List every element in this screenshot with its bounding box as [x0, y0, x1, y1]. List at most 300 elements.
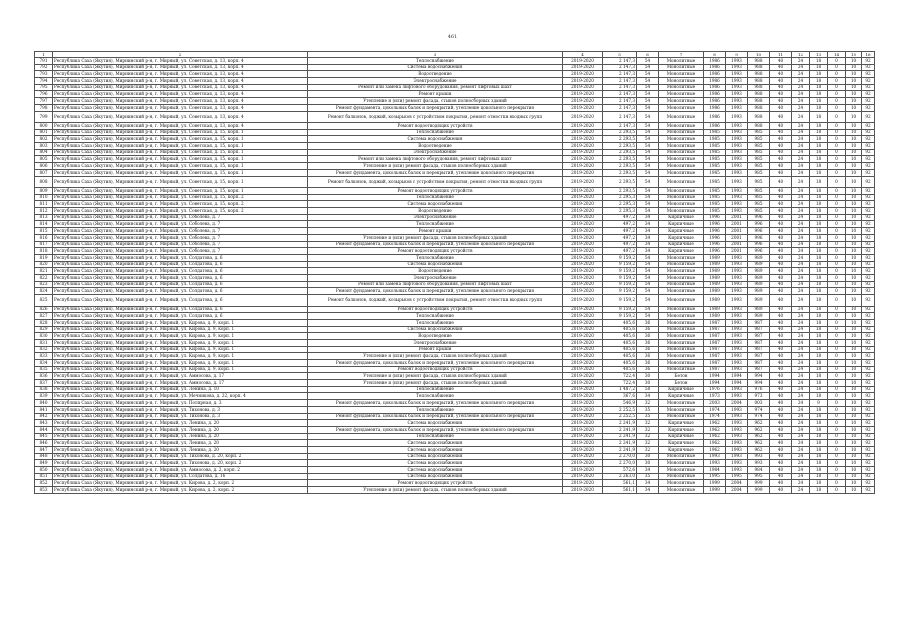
- floors-cell: 54: [637, 208, 659, 215]
- table-row: [35, 406, 875, 413]
- value-cell: 40: [770, 446, 792, 453]
- value-cell: 40: [770, 281, 792, 288]
- wall-material-cell: Кирпичные: [659, 241, 704, 248]
- value-cell: 40: [770, 78, 792, 85]
- address-cell: Республика Саха (Якутия), Мирнинский р-н, г. Мирный, ул. Советская, д. 13, корп. 4: [53, 104, 308, 111]
- table-row: [35, 487, 875, 494]
- value-cell: 0: [828, 123, 846, 130]
- wall-material-cell: Монолитные: [659, 64, 704, 71]
- row-number: 791: [35, 58, 53, 65]
- wall-material-cell: Монолитные: [659, 480, 704, 487]
- column-header: 6: [637, 52, 659, 58]
- area-cell: 405,6: [603, 319, 637, 326]
- value-cell: 40: [770, 176, 792, 188]
- wall-material-cell: Монолитные: [659, 176, 704, 188]
- value-cell: 24: [792, 214, 810, 221]
- row-number: 808: [35, 176, 53, 188]
- year-cell: 2001: [726, 234, 748, 241]
- wall-material-cell: Монолитные: [659, 254, 704, 261]
- value-cell: 10: [846, 460, 862, 467]
- value-cell: 10: [846, 149, 862, 156]
- value-cell: 24: [792, 288, 810, 295]
- value-cell: 24: [792, 71, 810, 78]
- value-cell: 0: [828, 163, 846, 170]
- area-cell: 2 147,3: [603, 78, 637, 85]
- value-cell: 0: [828, 306, 846, 313]
- work-type-cell: Утепление и (или) ремонт фасада, стыков полносборных зданий: [308, 98, 563, 105]
- value-cell: 10: [846, 98, 862, 105]
- work-type-cell: Ремонт фундамента, цокольных балок и перекрытий, утепление цокольного перекрытия: [308, 360, 563, 367]
- period-cell: 2019-2020: [563, 281, 603, 288]
- value-cell: 10: [846, 426, 862, 433]
- value-cell: 0: [828, 366, 846, 373]
- floors-cell: 36: [637, 333, 659, 340]
- year-cell: 1993: [726, 136, 748, 143]
- row-number: 809: [35, 188, 53, 195]
- value-cell: 40: [770, 288, 792, 295]
- table-row: [35, 313, 875, 320]
- value-cell: 24: [792, 84, 810, 91]
- table-row: [35, 460, 875, 467]
- value-cell: 92: [862, 176, 875, 188]
- floors-cell: 54: [637, 111, 659, 123]
- address-cell: Республика Саха (Якутия), Мирнинский р-н, г. Мирный, ул. Советская, д. 15, корп. 1: [53, 163, 308, 170]
- address-cell: Республика Саха (Якутия), Мирнинский р-н, г. Мирный, ул. Советская, д. 13, корп. 4: [53, 123, 308, 130]
- value-cell: 10: [846, 360, 862, 367]
- value-cell: 0: [828, 169, 846, 176]
- value-cell: 10: [846, 473, 862, 480]
- work-type-cell: Теплоснабжение: [308, 319, 563, 326]
- value-cell: 92: [862, 143, 875, 150]
- period-cell: 2019-2020: [563, 346, 603, 353]
- value-cell: 10: [846, 274, 862, 281]
- floors-cell: 36: [637, 346, 659, 353]
- floors-cell: 54: [637, 254, 659, 261]
- year-built-cell: 1987: [704, 353, 726, 360]
- year-built-cell: 1987: [704, 319, 726, 326]
- table-row: [35, 473, 875, 480]
- area-cell: 497,2: [603, 228, 637, 235]
- value-cell: 40: [770, 136, 792, 143]
- year-built-cell: 1996: [704, 228, 726, 235]
- period-cell: 2019-2020: [563, 268, 603, 275]
- period-cell: 2019-2020: [563, 467, 603, 474]
- year-cell: 1993: [726, 288, 748, 295]
- value-cell: 10: [846, 480, 862, 487]
- year-built-cell: 1989: [704, 306, 726, 313]
- wall-material-cell: Монолитные: [659, 319, 704, 326]
- value-cell: 40: [770, 64, 792, 71]
- value-cell: 24: [792, 104, 810, 111]
- value-cell: 92: [862, 71, 875, 78]
- work-type-cell: Теплоснабжение: [308, 254, 563, 261]
- value-cell: 24: [792, 163, 810, 170]
- value-cell: 92: [862, 480, 875, 487]
- value-cell: 40: [770, 487, 792, 494]
- year-short-cell: 985: [748, 194, 770, 201]
- work-type-cell: Утепление и (или) ремонт фасада, стыков полносборных зданий: [308, 373, 563, 380]
- row-number: 795: [35, 84, 53, 91]
- value-cell: 18: [810, 241, 828, 248]
- value-cell: 24: [792, 58, 810, 65]
- year-cell: 1994: [726, 373, 748, 380]
- value-cell: 18: [810, 136, 828, 143]
- address-cell: Республика Саха (Якутия), Мирнинский р-н, г. Мирный, ул. Солдатова, д. 6: [53, 274, 308, 281]
- year-short-cell: 989: [748, 254, 770, 261]
- value-cell: 40: [770, 353, 792, 360]
- year-short-cell: 988: [748, 64, 770, 71]
- work-type-cell: Электроснабжение: [308, 78, 563, 85]
- value-cell: 40: [770, 400, 792, 407]
- value-cell: 18: [810, 176, 828, 188]
- value-cell: 10: [846, 71, 862, 78]
- value-cell: 0: [828, 433, 846, 440]
- value-cell: 0: [828, 274, 846, 281]
- row-number: 849: [35, 460, 53, 467]
- year-built-cell: 1962: [704, 433, 726, 440]
- area-cell: 405,6: [603, 360, 637, 367]
- table-row: [35, 241, 875, 248]
- address-cell: Республика Саха (Якутия), Мирнинский р-н, г. Мирный, ул. Советская, д. 15, корп. 1: [53, 143, 308, 150]
- work-type-cell: Теплоснабжение: [308, 393, 563, 400]
- address-cell: Республика Саха (Якутия), Мирнинский р-н, г. Мирный, ул. Аммосова, д. 17: [53, 380, 308, 387]
- value-cell: 40: [770, 393, 792, 400]
- wall-material-cell: Кирпичные: [659, 420, 704, 427]
- value-cell: 18: [810, 281, 828, 288]
- table-row: [35, 84, 875, 91]
- work-type-cell: Ремонт фундамента, цокольных балок и перекрытий, утепление цокольного перекрытия: [308, 413, 563, 420]
- area-cell: 2 293,5: [603, 129, 637, 136]
- table-row: [35, 288, 875, 295]
- area-cell: 2 147,3: [603, 58, 637, 65]
- area-cell: 9 159,2: [603, 281, 637, 288]
- area-cell: 9 159,2: [603, 306, 637, 313]
- value-cell: 10: [846, 467, 862, 474]
- value-cell: 24: [792, 188, 810, 195]
- year-built-cell: 1986: [704, 84, 726, 91]
- row-number: 815: [35, 228, 53, 235]
- year-cell: 1993: [726, 163, 748, 170]
- period-cell: 2019-2020: [563, 78, 603, 85]
- value-cell: 18: [810, 78, 828, 85]
- value-cell: 40: [770, 386, 792, 393]
- area-cell: 9 159,2: [603, 261, 637, 268]
- area-cell: 546,9: [603, 400, 637, 407]
- column-header: 13: [810, 52, 828, 58]
- address-cell: Республика Саха (Якутия), Мирнинский р-н, г. Мирный, ул. Кирова, д. 9, корп. 1: [53, 339, 308, 346]
- year-short-cell: 003: [748, 400, 770, 407]
- year-short-cell: 995: [748, 473, 770, 480]
- value-cell: 24: [792, 360, 810, 367]
- value-cell: 92: [862, 84, 875, 91]
- value-cell: 18: [810, 221, 828, 228]
- area-cell: 2 147,3: [603, 98, 637, 105]
- period-cell: 2019-2020: [563, 188, 603, 195]
- address-cell: Республика Саха (Якутия), Мирнинский р-н, г. Мирный, ул. Кирова, д. 9, корп. 1: [53, 319, 308, 326]
- work-type-cell: Ремонт фундамента, цокольных балок и перекрытий, утепление цокольного перекрытия: [308, 169, 563, 176]
- year-short-cell: 985: [748, 156, 770, 163]
- floors-cell: 54: [637, 313, 659, 320]
- period-cell: 2019-2020: [563, 339, 603, 346]
- period-cell: 2019-2020: [563, 426, 603, 433]
- value-cell: 0: [828, 400, 846, 407]
- work-type-cell: Теплоснабжение: [308, 129, 563, 136]
- table-row: [35, 143, 875, 150]
- table-row: [35, 208, 875, 215]
- year-cell: 1993: [726, 194, 748, 201]
- value-cell: 24: [792, 313, 810, 320]
- work-type-cell: Система водоснабжения: [308, 201, 563, 208]
- table-row: [35, 201, 875, 208]
- address-cell: Республика Саха (Якутия), Мирнинский р-н, г. Мирный, ул. Солдатова, д. 6: [53, 281, 308, 288]
- period-cell: 2019-2020: [563, 228, 603, 235]
- address-cell: Республика Саха (Якутия), Мирнинский р-н, г. Мирный, ул. Советская, д. 15, корп. 1: [53, 169, 308, 176]
- year-cell: 1993: [726, 306, 748, 313]
- address-cell: Республика Саха (Якутия), Мирнинский р-н, г. Мирный, ул. Солдатова, д. 6: [53, 261, 308, 268]
- value-cell: 10: [846, 313, 862, 320]
- value-cell: 24: [792, 326, 810, 333]
- row-number: 840: [35, 400, 53, 407]
- value-cell: 10: [846, 339, 862, 346]
- value-cell: 92: [862, 194, 875, 201]
- value-cell: 0: [828, 194, 846, 201]
- year-built-cell: 1962: [704, 420, 726, 427]
- work-type-cell: Ремонт водоотводящих устройств: [308, 306, 563, 313]
- wall-material-cell: Монолитные: [659, 156, 704, 163]
- table-row: [35, 281, 875, 288]
- value-cell: 18: [810, 326, 828, 333]
- year-cell: 1993: [726, 413, 748, 420]
- year-built-cell: 1973: [704, 393, 726, 400]
- period-cell: 2019-2020: [563, 176, 603, 188]
- value-cell: 92: [862, 373, 875, 380]
- year-built-cell: 1989: [704, 281, 726, 288]
- value-cell: 40: [770, 71, 792, 78]
- year-short-cell: 985: [748, 201, 770, 208]
- value-cell: 92: [862, 208, 875, 215]
- wall-material-cell: Монолитные: [659, 163, 704, 170]
- year-short-cell: 985: [748, 208, 770, 215]
- work-type-cell: Теплоснабжение: [308, 221, 563, 228]
- value-cell: 92: [862, 129, 875, 136]
- work-type-cell: Электроснабжение: [308, 274, 563, 281]
- address-cell: Республика Саха (Якутия), Мирнинский р-н, г. Мирный, ул. Солдатова, д. 6: [53, 295, 308, 307]
- value-cell: 0: [828, 460, 846, 467]
- year-short-cell: 985: [748, 136, 770, 143]
- value-cell: 10: [846, 169, 862, 176]
- row-number: 832: [35, 346, 53, 353]
- floors-cell: 36: [637, 360, 659, 367]
- work-type-cell: Система водоснабжения: [308, 473, 563, 480]
- period-cell: 2019-2020: [563, 98, 603, 105]
- area-cell: 2 147,3: [603, 111, 637, 123]
- table-row: [35, 194, 875, 201]
- work-type-cell: Система водоснабжения: [308, 261, 563, 268]
- value-cell: 10: [846, 111, 862, 123]
- wall-material-cell: Монолитные: [659, 111, 704, 123]
- area-cell: 367,6: [603, 393, 637, 400]
- value-cell: 18: [810, 380, 828, 387]
- area-cell: 2 147,3: [603, 84, 637, 91]
- address-cell: Республика Саха (Якутия), Мирнинский р-н, г. Мирный, ул. Солдатова, д. 6: [53, 254, 308, 261]
- wall-material-cell: Кирпичные: [659, 228, 704, 235]
- year-built-cell: 1985: [704, 163, 726, 170]
- area-cell: 2 295,3: [603, 208, 637, 215]
- period-cell: 2019-2020: [563, 111, 603, 123]
- address-cell: Республика Саха (Якутия), Мирнинский р-н, г. Мирный, ул. Соболева, д. 7: [53, 248, 308, 255]
- value-cell: 40: [770, 221, 792, 228]
- floors-cell: 54: [637, 156, 659, 163]
- floors-cell: 54: [637, 91, 659, 98]
- value-cell: 0: [828, 393, 846, 400]
- value-cell: 92: [862, 136, 875, 143]
- value-cell: 92: [862, 78, 875, 85]
- value-cell: 92: [862, 420, 875, 427]
- row-number: 836: [35, 373, 53, 380]
- value-cell: 10: [846, 406, 862, 413]
- year-built-cell: 1984: [704, 467, 726, 474]
- period-cell: 2019-2020: [563, 333, 603, 340]
- value-cell: 0: [828, 214, 846, 221]
- row-number: 822: [35, 274, 53, 281]
- work-type-cell: Водоотведение: [308, 143, 563, 150]
- value-cell: 10: [846, 201, 862, 208]
- area-cell: 722,4: [603, 380, 637, 387]
- value-cell: 92: [862, 440, 875, 447]
- value-cell: 18: [810, 339, 828, 346]
- row-number: 839: [35, 393, 53, 400]
- value-cell: 10: [846, 156, 862, 163]
- year-cell: 1993: [726, 58, 748, 65]
- value-cell: 24: [792, 386, 810, 393]
- value-cell: 18: [810, 188, 828, 195]
- value-cell: 92: [862, 360, 875, 367]
- wall-material-cell: Монолитные: [659, 136, 704, 143]
- value-cell: 18: [810, 433, 828, 440]
- value-cell: 10: [846, 188, 862, 195]
- year-short-cell: 988: [748, 71, 770, 78]
- address-cell: Республика Саха (Якутия), Мирнинский р-н, г. Мирный, ул. Полярная, д. 3: [53, 400, 308, 407]
- work-type-cell: Ремонт балконов, лоджий, козырьков с устройством покрытия, ремонт отмостки входных групп: [308, 295, 563, 307]
- value-cell: 92: [862, 156, 875, 163]
- year-cell: 1994: [726, 380, 748, 387]
- year-short-cell: 989: [748, 268, 770, 275]
- table-row: [35, 268, 875, 275]
- period-cell: 2019-2020: [563, 104, 603, 111]
- year-short-cell: 993: [748, 460, 770, 467]
- value-cell: 92: [862, 221, 875, 228]
- wall-material-cell: Кирпичные: [659, 234, 704, 241]
- year-built-cell: 1996: [704, 234, 726, 241]
- year-built-cell: 1987: [704, 346, 726, 353]
- address-cell: Республика Саха (Якутия), Мирнинский р-н, г. Мирный, ул. Ленина, д. 20: [53, 440, 308, 447]
- value-cell: 92: [862, 295, 875, 307]
- table-row: [35, 373, 875, 380]
- value-cell: 24: [792, 129, 810, 136]
- wall-material-cell: Кирпичные: [659, 214, 704, 221]
- wall-material-cell: Монолитные: [659, 104, 704, 111]
- column-header: 2: [53, 52, 308, 58]
- floors-cell: 34: [637, 393, 659, 400]
- year-cell: 1993: [726, 433, 748, 440]
- value-cell: 40: [770, 129, 792, 136]
- year-short-cell: 984: [748, 467, 770, 474]
- wall-material-cell: Монолитные: [659, 129, 704, 136]
- value-cell: 10: [846, 84, 862, 91]
- work-type-cell: Система водоснабжения: [308, 446, 563, 453]
- wall-material-cell: Монолитные: [659, 453, 704, 460]
- year-short-cell: 993: [748, 453, 770, 460]
- value-cell: 18: [810, 333, 828, 340]
- address-cell: Республика Саха (Якутия), Мирнинский р-н, г. Мирный, ул. Мечникова, д. 22, корп. 4: [53, 393, 308, 400]
- value-cell: 24: [792, 194, 810, 201]
- value-cell: 10: [846, 295, 862, 307]
- wall-material-cell: Бетон: [659, 373, 704, 380]
- value-cell: 40: [770, 201, 792, 208]
- row-number: 826: [35, 306, 53, 313]
- value-cell: 0: [828, 254, 846, 261]
- row-number: 801: [35, 129, 53, 136]
- year-cell: 1993: [726, 339, 748, 346]
- value-cell: 92: [862, 413, 875, 420]
- address-cell: Республика Саха (Якутия), Мирнинский р-н, г. Мирный, ул. Соболева, д. 7: [53, 228, 308, 235]
- value-cell: 24: [792, 306, 810, 313]
- table-row: [35, 71, 875, 78]
- row-number: 827: [35, 313, 53, 320]
- year-short-cell: 974: [748, 413, 770, 420]
- row-number: 829: [35, 326, 53, 333]
- row-number: 825: [35, 295, 53, 307]
- floors-cell: 30: [637, 453, 659, 460]
- area-cell: 497,2: [603, 214, 637, 221]
- address-cell: Республика Саха (Якутия), Мирнинский р-н, г. Мирный, ул. Соболева, д. 7: [53, 214, 308, 221]
- year-cell: 2001: [726, 228, 748, 235]
- value-cell: 24: [792, 201, 810, 208]
- table-row: [35, 228, 875, 235]
- address-cell: Республика Саха (Якутия), Мирнинский р-н, г. Мирный, ул. Советская, д. 15, корп. 2: [53, 194, 308, 201]
- value-cell: 40: [770, 473, 792, 480]
- work-type-cell: Водоотведение: [308, 208, 563, 215]
- address-cell: Республика Саха (Якутия), Мирнинский р-н, г. Мирный, ул. Советская, д. 13, корп. 4: [53, 111, 308, 123]
- wall-material-cell: Кирпичные: [659, 433, 704, 440]
- year-cell: 1993: [726, 176, 748, 188]
- period-cell: 2019-2020: [563, 221, 603, 228]
- value-cell: 92: [862, 467, 875, 474]
- value-cell: 24: [792, 333, 810, 340]
- period-cell: 2019-2020: [563, 420, 603, 427]
- address-cell: Республика Саха (Якутия), Мирнинский р-н, г. Мирный, ул. Советская, д. 13, корп. 4: [53, 58, 308, 65]
- value-cell: 24: [792, 248, 810, 255]
- period-cell: 2019-2020: [563, 413, 603, 420]
- value-cell: 18: [810, 373, 828, 380]
- value-cell: 0: [828, 248, 846, 255]
- area-cell: 405,6: [603, 346, 637, 353]
- year-built-cell: 1989: [704, 313, 726, 320]
- row-number: 835: [35, 366, 53, 373]
- value-cell: 40: [770, 313, 792, 320]
- table-row: [35, 333, 875, 340]
- year-short-cell: 999: [748, 487, 770, 494]
- value-cell: 18: [810, 104, 828, 111]
- year-cell: 1993: [726, 346, 748, 353]
- value-cell: 18: [810, 288, 828, 295]
- value-cell: 10: [846, 91, 862, 98]
- value-cell: 18: [810, 313, 828, 320]
- value-cell: 18: [810, 129, 828, 136]
- floors-cell: 34: [637, 467, 659, 474]
- work-type-cell: Утепление и (или) ремонт фасада, стыков полносборных зданий: [308, 380, 563, 387]
- value-cell: 92: [862, 261, 875, 268]
